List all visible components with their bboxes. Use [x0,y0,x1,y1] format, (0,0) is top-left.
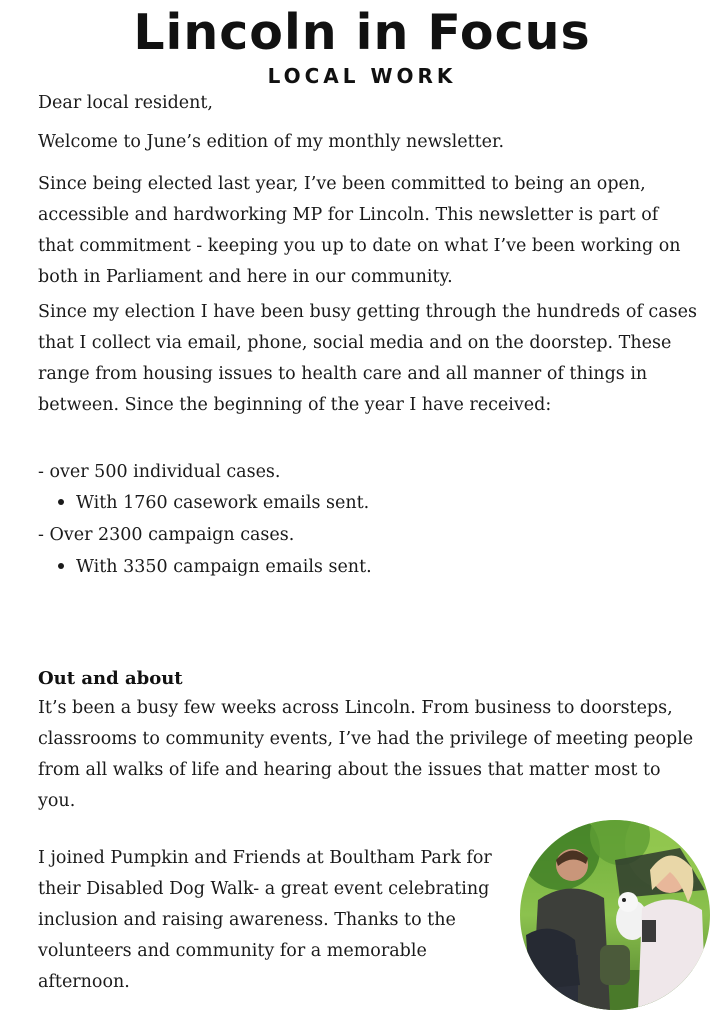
dog-walk-paragraph: I joined Pumpkin and Friends at Boultham Park for their Disabled Dog Walk- a great event celebrating inclusion and raising awareness. Thanks to the volunteers and community for a memorable afternoon. [38,848,492,992]
newsletter-subtitle: LOCAL WORK [267,64,457,88]
out-and-about-paragraph: It’s been a busy few weeks across Lincoln. From business to doorsteps, classrooms to community events, I’ve had the privilege of meeting people from all walks of life and hearing about the issues that matter most to you. [38,698,694,811]
stat-line-cases: - over 500 individual cases. [38,462,281,482]
bullet-icon [58,499,64,505]
welcome-line: Welcome to June’s edition of my monthly newsletter. [38,132,505,152]
bullet-icon [58,563,64,569]
newsletter-title: Lincoln in Focus [133,4,591,61]
section-heading: Out and about [38,668,183,689]
event-photo [520,820,710,1010]
list-item [58,488,369,519]
intro-paragraph: Since being elected last year, I’ve been committed to being an open, accessible and hardworking MP for Lincoln. This newsletter is part of that commitment - keeping you up to date on what I’ve been working on both in Parliament and here in our community. [38,174,681,287]
stat-bullet-casework: With 1760 casework emails sent. [76,493,370,513]
event-photo-illustration [520,820,710,1010]
casework-paragraph: Since my election I have been busy getting through the hundreds of cases that I collect via email, phone, social media and on the doorstep. These range from housing issues to health care and all manner of things in between. Since the beginning of the year I have received: [38,302,697,415]
stat-line-campaign: - Over 2300 campaign cases. [38,525,295,545]
stat-bullet-campaign: With 3350 campaign emails sent. [76,557,372,577]
greeting: Dear local resident, [38,93,213,113]
list-item [58,552,372,583]
